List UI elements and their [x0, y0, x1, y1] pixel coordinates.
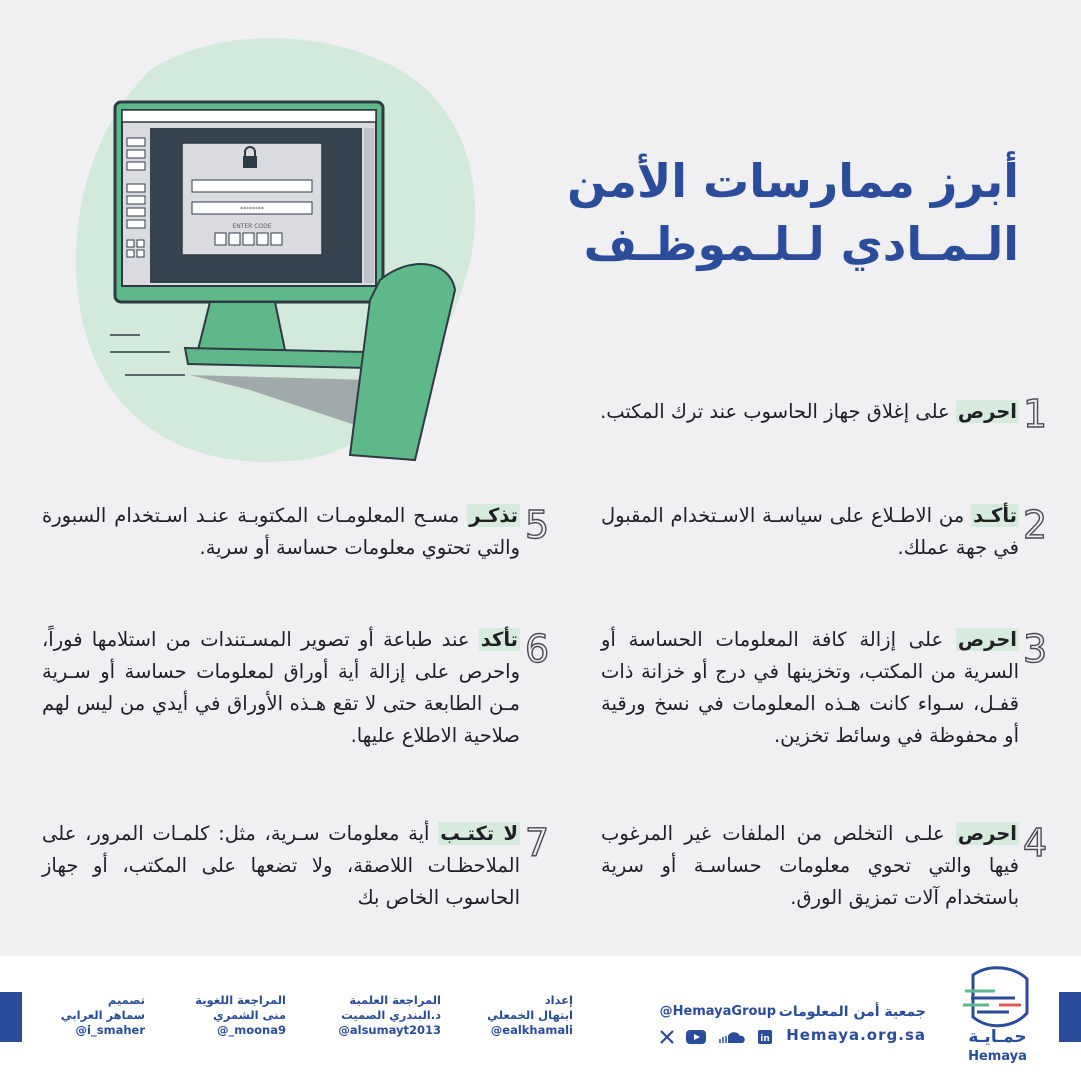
credit-role: تصميم: [107, 993, 145, 1007]
credit-role: المراجعة اللغوية: [195, 993, 286, 1007]
tip-number: 6: [525, 627, 550, 671]
credit-role: المراجعة العلمية: [349, 993, 441, 1007]
logo-arabic: حمـايـة: [968, 1027, 1027, 1047]
tip-keyword: احرص: [957, 822, 1017, 845]
org-website[interactable]: Hemaya.org.sa: [786, 1026, 926, 1044]
youtube-icon[interactable]: [686, 1030, 706, 1044]
footer-accent-right: [1059, 992, 1081, 1042]
tip-text: مسـح المعلومـات المكتوبـة عنـد اسـتخدام السبورة والتي تحتوي معلومات حساسة أو سرية.: [42, 504, 520, 559]
linkedin-icon[interactable]: [758, 1030, 772, 1044]
tip-7: [42, 818, 520, 914]
svg-text:in: in: [760, 1034, 770, 1044]
tip-text: على إغلاق جهاز الحاسوب عند ترك المكتب.: [600, 400, 956, 423]
org-name: جمعية أمن المعلومات: [778, 1004, 926, 1020]
monitor-stand: [198, 302, 285, 350]
keyboard: [185, 348, 370, 368]
social-handle[interactable]: @HemayaGroup: [659, 1004, 776, 1019]
tip-4: [601, 818, 1019, 914]
credit-name: ابتهال الخمعلي: [487, 1008, 573, 1022]
tip-keyword: احرص: [957, 400, 1017, 423]
social-icons: [660, 1030, 772, 1044]
tip-text: على إزالة كافة المعلومات الحساسة أو السرية من المكتب، وتخزينها في درج أو خزانة ذات قفـل، سـواء كانت هـذه المعلومات في نسخ ورقية أو محفوظة في وسائط تخزين.: [601, 628, 1019, 747]
tip-keyword: تأكـد: [973, 504, 1017, 527]
credit-language-review: [195, 993, 286, 1038]
title-line-1: أبرز ممارسات الأمن: [567, 154, 1019, 208]
tip-keyword: احرص: [957, 628, 1017, 651]
tip-6: [42, 624, 520, 752]
tip-5: [42, 500, 520, 564]
tip-keyword: تذكـر: [469, 504, 518, 527]
hemaya-logo: [955, 965, 1040, 1070]
tip-keyword: تأكد: [480, 628, 518, 651]
x-icon[interactable]: [660, 1030, 674, 1044]
credit-handle[interactable]: @ealkhamali: [490, 1023, 573, 1037]
tip-number: 1: [1023, 392, 1048, 436]
credit-design: [61, 993, 145, 1038]
credit-name: د.البندري الصميت: [341, 1008, 441, 1022]
tip-number: 4: [1023, 821, 1048, 865]
tip-number: 3: [1023, 627, 1048, 671]
tip-keyword: لا تكتـب: [440, 822, 518, 845]
credit-handle[interactable]: @_moona9: [217, 1023, 286, 1037]
credit-prepared: [487, 993, 573, 1038]
password-mask: ********: [240, 206, 264, 213]
credit-role: إعداد: [544, 993, 573, 1007]
enter-code-label: ENTER CODE: [232, 223, 272, 230]
tip-text: أية معلومات سـرية، مثل: كلمـات المرور، على الملاحظـات اللاصقة، ولا تضعها على المكتب، أو جهاز الحاسوب الخاص بك: [42, 822, 520, 909]
credit-scientific-review: [338, 993, 441, 1038]
soundcloud-icon[interactable]: [718, 1030, 746, 1044]
tip-number: 7: [525, 821, 550, 865]
tip-text: علـى التخلص من الملفات غير المرغوب فيها والتي تحوي معلومات حساسـة أو سرية باستخدام آلات تمزيق الورق.: [601, 822, 1019, 909]
credit-name: منى الشمري: [213, 1008, 286, 1022]
title-line-2: الـمـادي لـلـموظـف: [583, 217, 1019, 271]
tip-1: [549, 396, 1019, 428]
credit-name: سماهر العرابي: [60, 1008, 145, 1022]
tip-2: [601, 500, 1019, 564]
poster-title: [459, 150, 1019, 276]
tip-text: من الاطـلاع على سياسـة الاسـتخدام المقبول في جهة عملك.: [601, 504, 1019, 559]
tip-number: 5: [525, 503, 550, 547]
tip-number: 2: [1023, 503, 1048, 547]
tip-text: عند طباعة أو تصوير المسـتندات من استلامها فوراً، واحرص على إزالة أية أوراق لمعلومات حساسة أو سـرية مـن الطابعة حتى لا تقع هـذه الأوراق في أيدي من ليس لهم صلاحية الاطلاع عليها.: [42, 628, 520, 747]
tip-3: [601, 624, 1019, 752]
credit-handle[interactable]: @i_smaher: [75, 1023, 145, 1037]
footer-accent-left: [0, 992, 22, 1042]
logo-english: Hemaya: [968, 1049, 1027, 1064]
credit-handle[interactable]: @alsumayt2013: [338, 1023, 441, 1037]
computer-illustration: [70, 30, 490, 470]
